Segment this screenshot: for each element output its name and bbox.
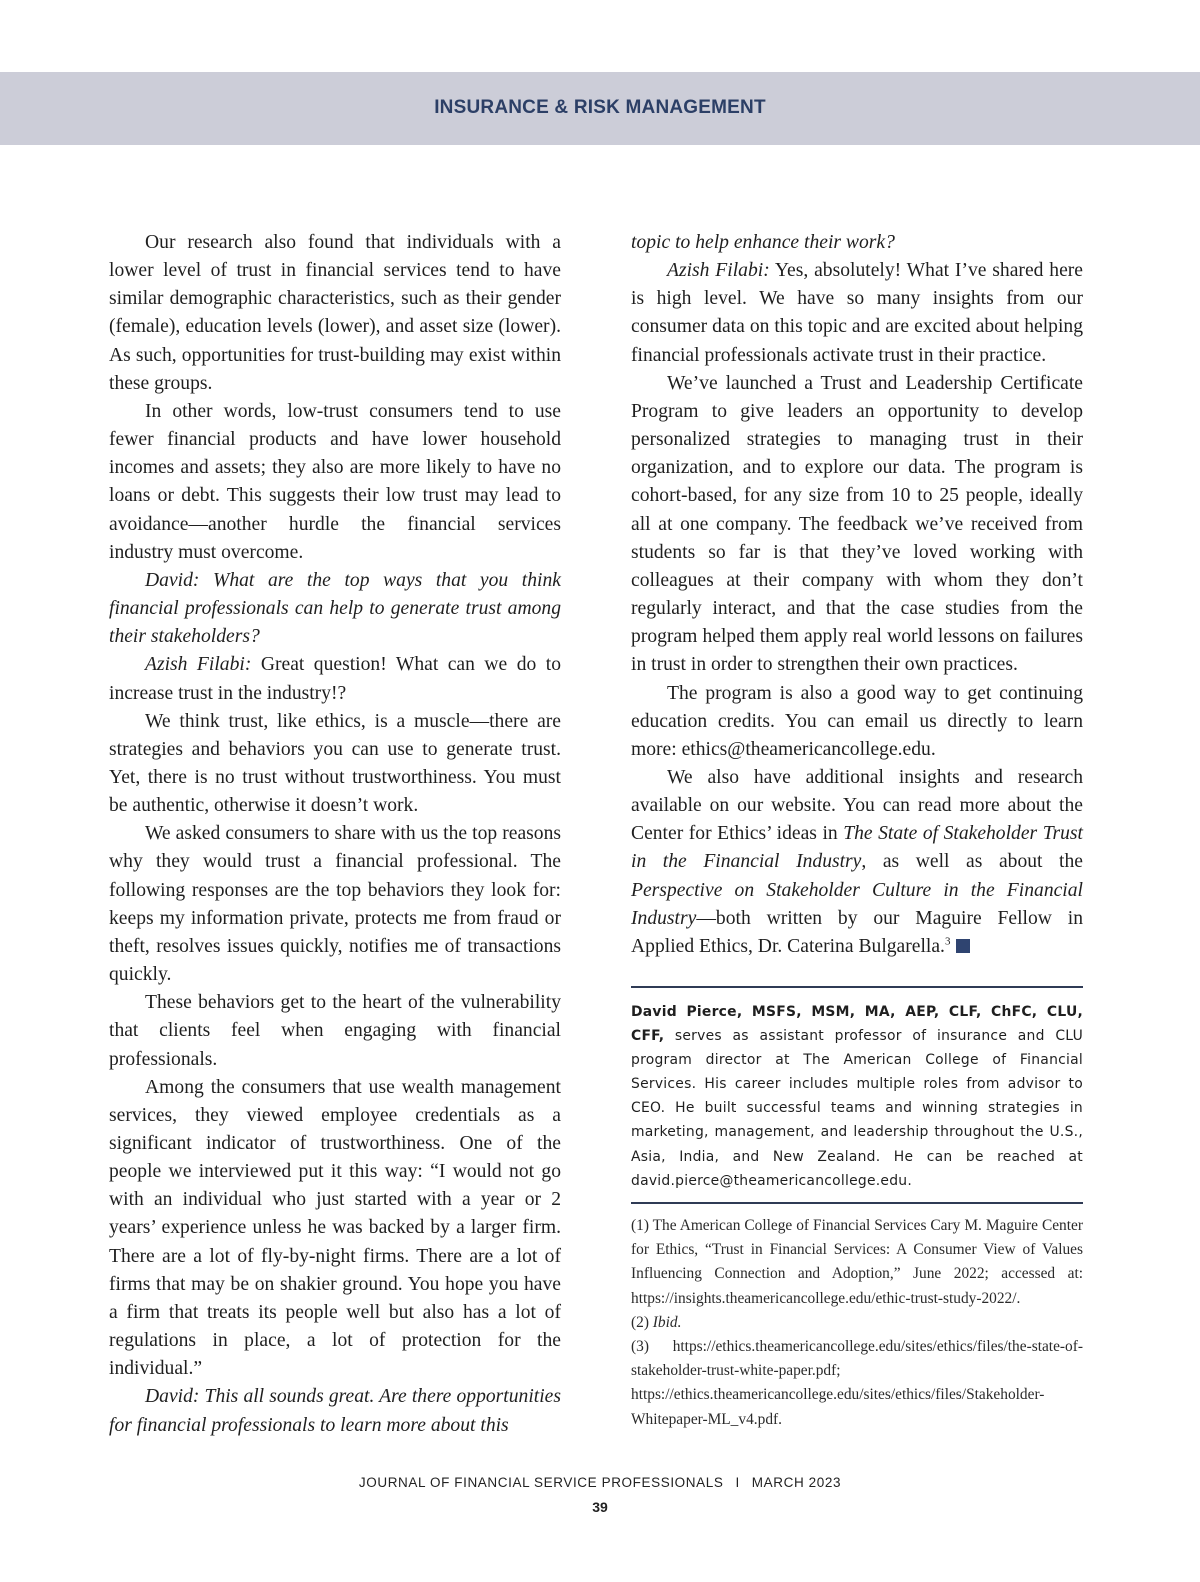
author-name: David Pierce, MSFS, MSM, MA, AEP, CLF, ChFC, CLU, CFF, [631, 1004, 1083, 1045]
interview-question [109, 567, 561, 651]
paragraph: Our research also found that individuals with a lower level of trust in financial services tend to have similar demographic characteristics, such as their gender (female), education levels (lower), and asset size (lower). As such, opportunities for trust-building may exist within these groups. [109, 232, 561, 394]
footer-separator: I [735, 1475, 740, 1490]
divider [631, 986, 1083, 988]
question-text: David: This all sounds great. Are there opportunities for financial professionals to learn more about this [109, 1386, 561, 1436]
footnote: (3) https://ethics.theamericancollege.edu/sites/ethics/files/the-state-of-stakeholder-trust-white-paper.pdf; https://ethics.theamericancollege.edu/sites/ethics/files/Stakeholder-Whitepaper-ML_v4.pdf. [631, 1338, 1083, 1428]
footnote: (2) Ibid. [631, 1313, 682, 1331]
interview-question [109, 1383, 561, 1439]
journal-name: JOURNAL OF FINANCIAL SERVICE PROFESSIONALS [358, 1475, 724, 1490]
paragraph: We asked consumers to share with us the top reasons why they would trust a financial professional. The following responses are the top behaviors they look for: keeps my information private, protects me from fraud or theft, resolves issues quickly, notifies me of transactions quickly. [109, 823, 561, 986]
section-title: INSURANCE & RISK MANAGEMENT [434, 97, 766, 118]
answer-text: Great question! What can we do to increase trust in the industry!? [109, 654, 562, 704]
paragraph: Among the consumers that use wealth management services, they viewed employee credentials as a significant indicator of trustworthiness. One of the people we interviewed put it this way: “I would not go with an individual who just started with a year or 2 years’ experience unless he was backed by a larger firm. There are a lot of fly-by-night firms. There are a lot of firms that may be on shakier ground. You hope you have a firm that treats its people well but also has a lot of regulations in place, a lot of protection for the individual.” [109, 1076, 561, 1380]
paragraph: These behaviors get to the heart of the vulnerability that clients feel when engaging with financial professionals. [109, 992, 561, 1070]
publication-title: The State of Stakeholder Trust in the Financial Industry [631, 823, 1083, 873]
paragraph: In other words, low-trust consumers tend to use fewer financial products and have lower household incomes and assets; they also are more likely to have no loans or debt. This suggests their low trust may lead to avoidance—another hurdle the financial services industry must overcome. [109, 400, 561, 563]
paragraph-final: We also have additional insights and research available on our website. You can read more about the Center for Ethics’ ideas in The State of Stakeholder Trust in the Financial Industry, as well as about the Perspective on Stakeholder Culture in the Financial Industry—both written by our Maguire Fellow in Applied Ethics, Dr. Caterina Bulgarella.$^3$ [631, 766, 1083, 957]
footnotes [631, 1214, 1083, 1432]
issue-date: MARCH 2023 [751, 1475, 842, 1490]
paragraph: The program is also a good way to get continuing education credits. You can email us directly to learn more: ethics@theamericancollege.edu. [631, 682, 1083, 760]
answer-text: Yes, absolutely! What I’ve shared here is high level. We have so many insights from our consumer data on this topic and are excited about helping financial professionals activate trust in their practice. [631, 260, 1084, 366]
bio-text: serves as assistant professor of insurance and CLU program director at The American College of Financial Services. His career includes multiple roles from advisor to CEO. He built successful teams and winning strategies in marketing, management, and leadership throughout the U.S., Asia, India, and New Zealand. He can be reached at david.pierce@theamericancollege.edu. [631, 1028, 1083, 1189]
interview-answer [631, 257, 1083, 370]
paragraph: We’ve launched a Trust and Leadership Certificate Program to give leaders an opportunity to develop personalized strategies to managing trust in their organization, and to explore our data. The program is cohort-based, for any size from 10 to 25 people, ideally all at one company. The feedback we’ve received from students so far is that they’ve loved working with colleagues at their company with whom they don’t regularly interact, and that the case studies from the program helped them apply real world lessons on failures in trust in order to strengthen their own practices. [631, 372, 1083, 676]
page-number: 39 [592, 1499, 608, 1515]
article-left-column [109, 229, 561, 1440]
speaker-name: Azish Filabi: [667, 260, 770, 282]
publication-title: Perspective on Stakeholder Culture in the Financial Industry [631, 879, 1083, 929]
author-bio [631, 1000, 1083, 1193]
end-mark-icon [956, 939, 970, 953]
article-right-column [631, 229, 1083, 961]
divider [631, 1202, 1083, 1204]
journal-footer [0, 1475, 1200, 1490]
interview-answer [109, 651, 561, 707]
question-text: topic to help enhance their work? [631, 232, 895, 253]
paragraph: We think trust, like ethics, is a muscle—there are strategies and behaviors you can use to generate trust. Yet, there is no trust without trustworthiness. You must be authentic, otherwise it doesn’t work. [109, 710, 561, 817]
question-text: David: What are the top ways that you think financial professionals can help to generate trust among their stakeholders? [109, 569, 561, 648]
footnote: (1) The American College of Financial Services Cary M. Maguire Center for Ethics, “Trust in Financial Services: A Consumer View of Values Influencing Connection and Adoption,” June 2022; accessed at: https://insights.theamericancollege.edu/ethic-trust-study-2022/. [631, 1217, 1083, 1307]
interview-question-continued [631, 229, 1083, 257]
footnote-ref: 3 [944, 935, 951, 948]
speaker-name: Azish Filabi: [145, 654, 252, 676]
